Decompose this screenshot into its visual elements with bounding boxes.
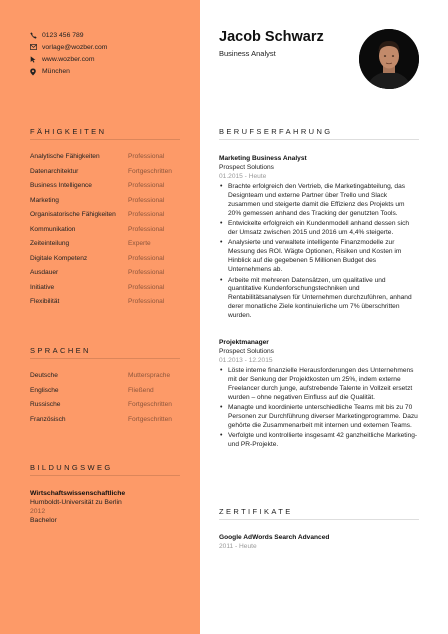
skill-row-level: Fortgeschritten bbox=[128, 167, 172, 175]
job-entry-company: Prospect Solutions bbox=[219, 164, 274, 171]
skill-row-name: Ausdauer bbox=[30, 269, 59, 276]
skills-heading: FÄHIGKEITEN bbox=[30, 127, 107, 136]
skill-row-level: Professional bbox=[128, 225, 165, 233]
skill-row-level: Professional bbox=[128, 182, 165, 189]
language-row-name: Deutsche bbox=[30, 372, 58, 379]
person-name: Jacob Schwarz bbox=[219, 29, 324, 45]
job-entry-title: Marketing Business Analyst bbox=[219, 155, 307, 162]
job-entry-title: Projektmanager bbox=[219, 339, 269, 346]
education-institution: Humboldt-Universität zu Berlin bbox=[30, 499, 122, 506]
skill-row-level: Professional bbox=[128, 211, 165, 218]
job-bullet: • Analysierte und verwaltete intelligente Finanzmodelle zur Messung des ROI. Wägte Optionen, Risiken und Kosten im Hinblick auf die gegebenen 5 Millionen Budget des Unternehmens ab. bbox=[219, 239, 419, 275]
job-entry-company: Prospect Solutions bbox=[219, 348, 274, 355]
certificates-heading: ZERTIFIKATE bbox=[219, 507, 293, 516]
skill-row-name: Datenarchitektur bbox=[30, 167, 79, 175]
education-level: Bachelor bbox=[30, 517, 57, 524]
skill-row-name: Kommunikation bbox=[30, 225, 76, 233]
certificate-entry bbox=[219, 533, 329, 551]
education-entry bbox=[30, 489, 125, 525]
job-entry-bullets bbox=[219, 367, 419, 450]
profile-photo bbox=[359, 29, 419, 89]
education-heading: BILDUNGSWEG bbox=[30, 463, 113, 472]
job-entry-dates: 01.2015 - Heute bbox=[219, 173, 267, 180]
contact-email bbox=[30, 41, 107, 53]
languages-divider bbox=[30, 358, 180, 359]
skill-row-level: Professional bbox=[128, 298, 165, 305]
envelope-icon bbox=[30, 44, 42, 50]
education-year: 2012 bbox=[30, 508, 46, 515]
sidebar bbox=[0, 0, 200, 634]
cursor-icon bbox=[30, 56, 42, 63]
certificate-year: 2011 - Heute bbox=[219, 543, 257, 550]
website-text: www.wozber.com bbox=[42, 56, 95, 64]
phone-text: 0123 456 789 bbox=[42, 31, 84, 39]
email-text: vorlage@wozber.com bbox=[42, 43, 108, 51]
job-bullet: • Arbeite mit mehreren Datensätzen, um qualitative und quantitative Kundenforschungstechniken und Rentabilitätsanalysen für Unternehmen durchzuführen, anhand derer monatliche Ziele kontinuierliche um 7% überschritten wurden. bbox=[219, 277, 419, 322]
experience-heading: BERUFSERFAHRUNG bbox=[219, 127, 333, 136]
job-entry-bullets bbox=[219, 183, 419, 321]
experience-divider bbox=[219, 139, 419, 140]
contact-location bbox=[30, 66, 107, 78]
phone-icon bbox=[30, 32, 42, 39]
skill-row-name: Digitale Kompetenz bbox=[30, 254, 88, 262]
languages-heading: SPRACHEN bbox=[30, 346, 91, 355]
language-row-name: Französisch bbox=[30, 415, 66, 423]
job-bullet: • Managte und koordinierte unterschiedliche Teams mit bis zu 70 Personen zur Durchführung diverser Marketingprogramme. Dazu gehörte die Zusammenarbeit mit internen und externen Teams. bbox=[219, 404, 419, 431]
job-entry-dates: 01.2013 - 12.2015 bbox=[219, 357, 273, 364]
job-entry bbox=[219, 338, 419, 452]
contact-website bbox=[30, 54, 107, 66]
certificate-title: Google AdWords Search Advanced bbox=[219, 534, 330, 541]
job-bullet: • Verfolgte und kontrollierte insgesamt 42 ganzheitliche Marketing- und PR-Projekte. bbox=[219, 432, 419, 450]
skill-row-name: Zeiteinteilung bbox=[30, 240, 70, 247]
education-divider bbox=[30, 475, 180, 476]
education-degree: Wirtschaftswissenschaftliche bbox=[30, 490, 126, 497]
language-row-name: Englische bbox=[30, 386, 59, 394]
contact-block bbox=[30, 29, 107, 78]
skill-row-level: Professional bbox=[128, 153, 165, 160]
skill-row-level: Experte bbox=[128, 240, 151, 247]
contact-phone bbox=[30, 29, 107, 41]
skill-row-name: Analytische Fähigkeiten bbox=[30, 153, 100, 160]
job-entry bbox=[219, 154, 419, 323]
location-pin-icon bbox=[30, 68, 42, 76]
skill-row-name: Marketing bbox=[30, 196, 59, 204]
language-row-level: Fortgeschritten bbox=[128, 401, 172, 408]
skill-row-level: Professional bbox=[128, 254, 165, 262]
skill-row-level: Professional bbox=[128, 269, 165, 276]
language-row-level: Muttersprache bbox=[128, 372, 171, 379]
skill-row-name: Initiative bbox=[30, 283, 55, 291]
skill-row-level: Professional bbox=[128, 196, 165, 204]
job-bullet: • Löste interne finanzielle Herausforderungen des Unternehmens mit der Senkung der Projektkosten um 25%, indem externe Freelancer durch junge, aufstrebende Talente in Vollzeit ersetzt wurden – ohne negativen Einfluss auf die Qualität. bbox=[219, 367, 419, 403]
certificates-divider bbox=[219, 519, 419, 520]
skill-row-name: Business Intelligence bbox=[30, 182, 92, 189]
skills-divider bbox=[30, 139, 180, 140]
location-text: München bbox=[42, 68, 70, 76]
language-row-name: Russische bbox=[30, 401, 61, 408]
skill-row-name: Organisatorische Fähigkeiten bbox=[30, 211, 116, 218]
skill-row-name: Flexibilität bbox=[30, 298, 60, 305]
language-row-level: Fortgeschritten bbox=[128, 415, 172, 423]
language-row-level: Fließend bbox=[128, 386, 154, 394]
skill-row-level: Professional bbox=[128, 283, 165, 291]
job-title: Business Analyst bbox=[219, 49, 276, 58]
job-bullet: • Entwickelte erfolgreich ein Kundenmodell anhand dessen sich der Umsatz zwischen 2015 und 2016 um 4,4% steigerte. bbox=[219, 220, 419, 238]
job-bullet: • Brachte erfolgreich den Vertrieb, die Marketingabteilung, das Designteam und externe Partner über Trello und Slack zusammen und steigerte damit die Effizienz des Projekts um 20% gemessen anhand des Tracking der genutzten Tools. bbox=[219, 183, 419, 219]
